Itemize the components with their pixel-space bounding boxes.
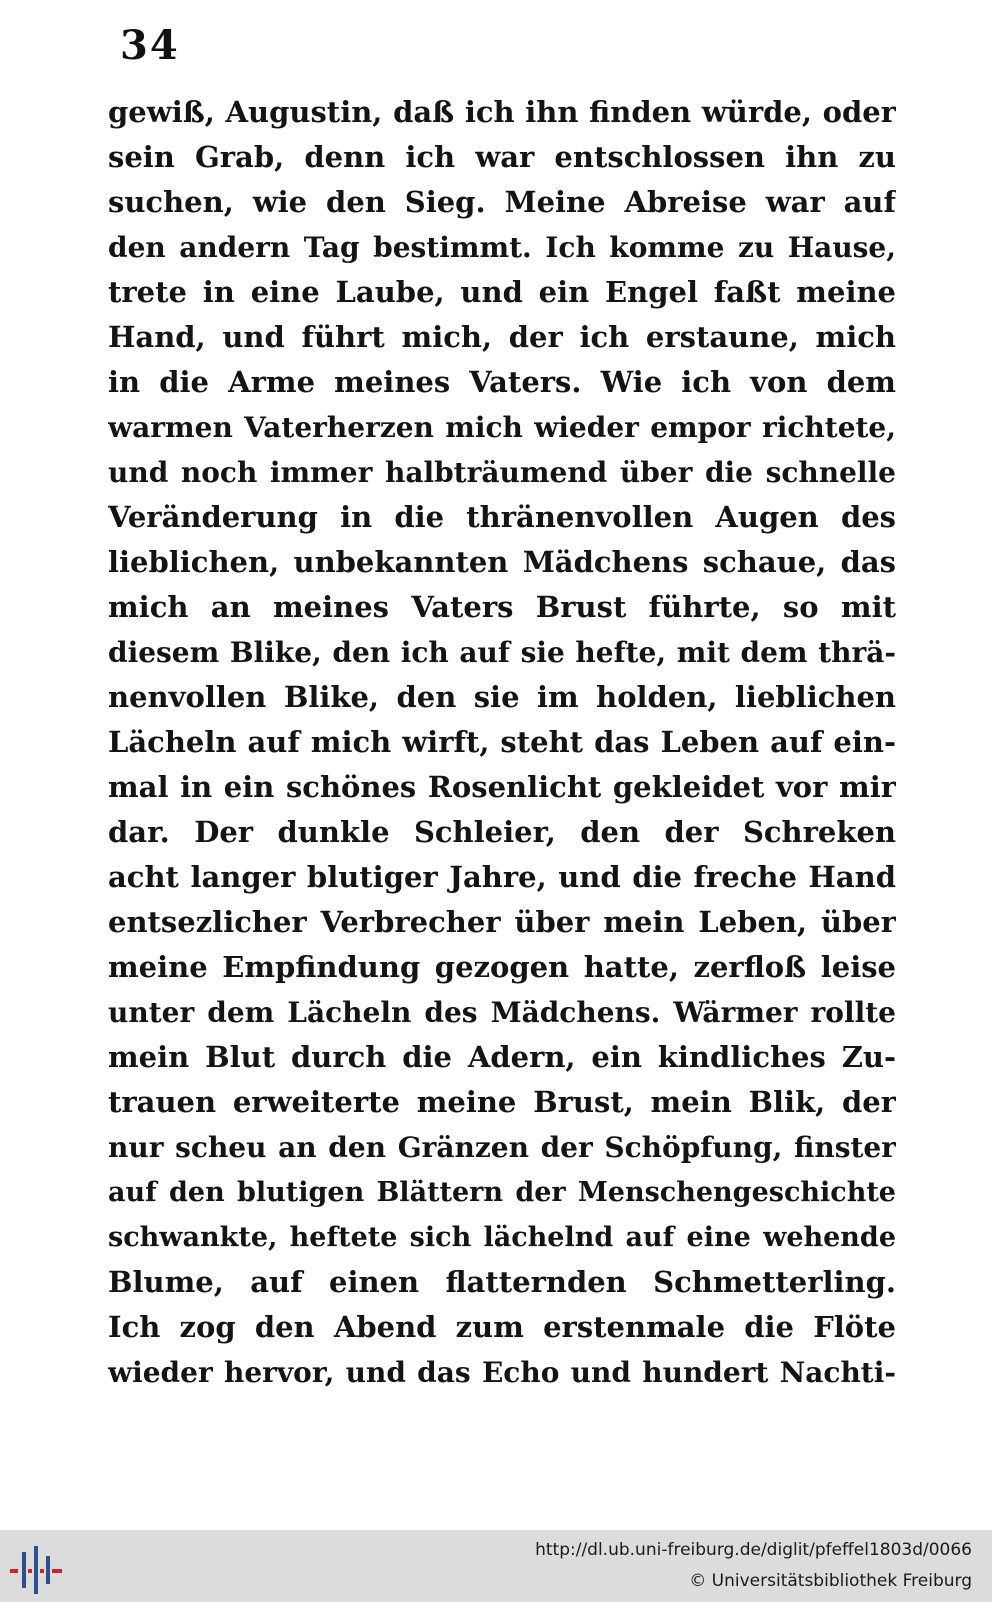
text-line: mich an meines Vaters Brust führte, so mit bbox=[108, 590, 896, 624]
text-line: Hand, und führt mich, der ich erstaune, mich bbox=[108, 320, 896, 354]
text-line: wieder hervor, und das Echo und hundert Nachti- bbox=[108, 1356, 896, 1389]
text-line: mein Blut durch die Adern, ein kindliches Zu- bbox=[108, 1040, 896, 1074]
footer-bar bbox=[0, 1530, 992, 1602]
text-line: entsezlicher Verbrecher über mein Leben, über bbox=[108, 905, 896, 939]
permalink-link[interactable]: http://dl.ub.uni-freiburg.de/diglit/pfeffel1803d/0066 bbox=[535, 1540, 972, 1560]
text-line: sein Grab, denn ich war entschlossen ihn zu bbox=[108, 140, 896, 174]
text-line: Ich zog den Abend zum erstenmale die Flöte bbox=[108, 1310, 896, 1344]
text-line: Lächeln auf mich wirft, steht das Leben auf ein- bbox=[108, 725, 896, 759]
text-line: diesem Blike, den ich auf sie hefte, mit dem thrä- bbox=[108, 636, 896, 669]
text-line: gewiß, Augustin, daß ich ihn finden würde, oder bbox=[108, 95, 896, 129]
text-line: lieblichen, unbekannten Mädchens schaue, das bbox=[108, 545, 896, 579]
text-line: auf den blutigen Blättern der Menschengeschichte bbox=[108, 1177, 896, 1208]
text-line: und noch immer halbträumend über die schnelle bbox=[108, 456, 896, 489]
text-line: Veränderung in die thränenvollen Augen des bbox=[108, 500, 896, 534]
text-line: acht langer blutiger Jahre, und die freche Hand bbox=[108, 860, 896, 894]
text-line: unter dem Lächeln des Mädchens. Wärmer rollte bbox=[108, 996, 896, 1029]
text-line: suchen, wie den Sieg. Meine Abreise war auf bbox=[108, 185, 896, 219]
text-line: nur scheu an den Gränzen der Schöpfung, finster bbox=[108, 1131, 896, 1164]
text-line: mal in ein schönes Rosenlicht gekleidet vor mir bbox=[108, 770, 896, 804]
text-line: trauen erweiterte meine Brust, mein Blik, der bbox=[108, 1085, 896, 1119]
text-line: schwankte, heftete sich lächelnd auf eine wehende bbox=[108, 1222, 896, 1253]
copyright-notice: © Universitätsbibliothek Freiburg bbox=[689, 1571, 972, 1591]
text-line: den andern Tag bestimmt. Ich komme zu Hause, bbox=[108, 231, 896, 264]
text-line: warmen Vaterherzen mich wieder empor richtete, bbox=[108, 411, 896, 444]
text-line: nenvollen Blike, den sie im holden, lieblichen bbox=[108, 680, 896, 714]
text-line: Blume, auf einen flatternden Schmetterling. bbox=[108, 1265, 896, 1299]
page-number: 34 bbox=[120, 22, 180, 69]
ub-freiburg-logo-icon bbox=[8, 1542, 64, 1598]
text-line: in die Arme meines Vaters. Wie ich von dem bbox=[108, 365, 896, 399]
text-line: dar. Der dunkle Schleier, den der Schreken bbox=[108, 815, 896, 849]
text-line: meine Empfindung gezogen hatte, zerfloß leise bbox=[108, 950, 896, 984]
text-line: trete in eine Laube, und ein Engel faßt meine bbox=[108, 275, 896, 309]
body-text bbox=[108, 90, 896, 1395]
